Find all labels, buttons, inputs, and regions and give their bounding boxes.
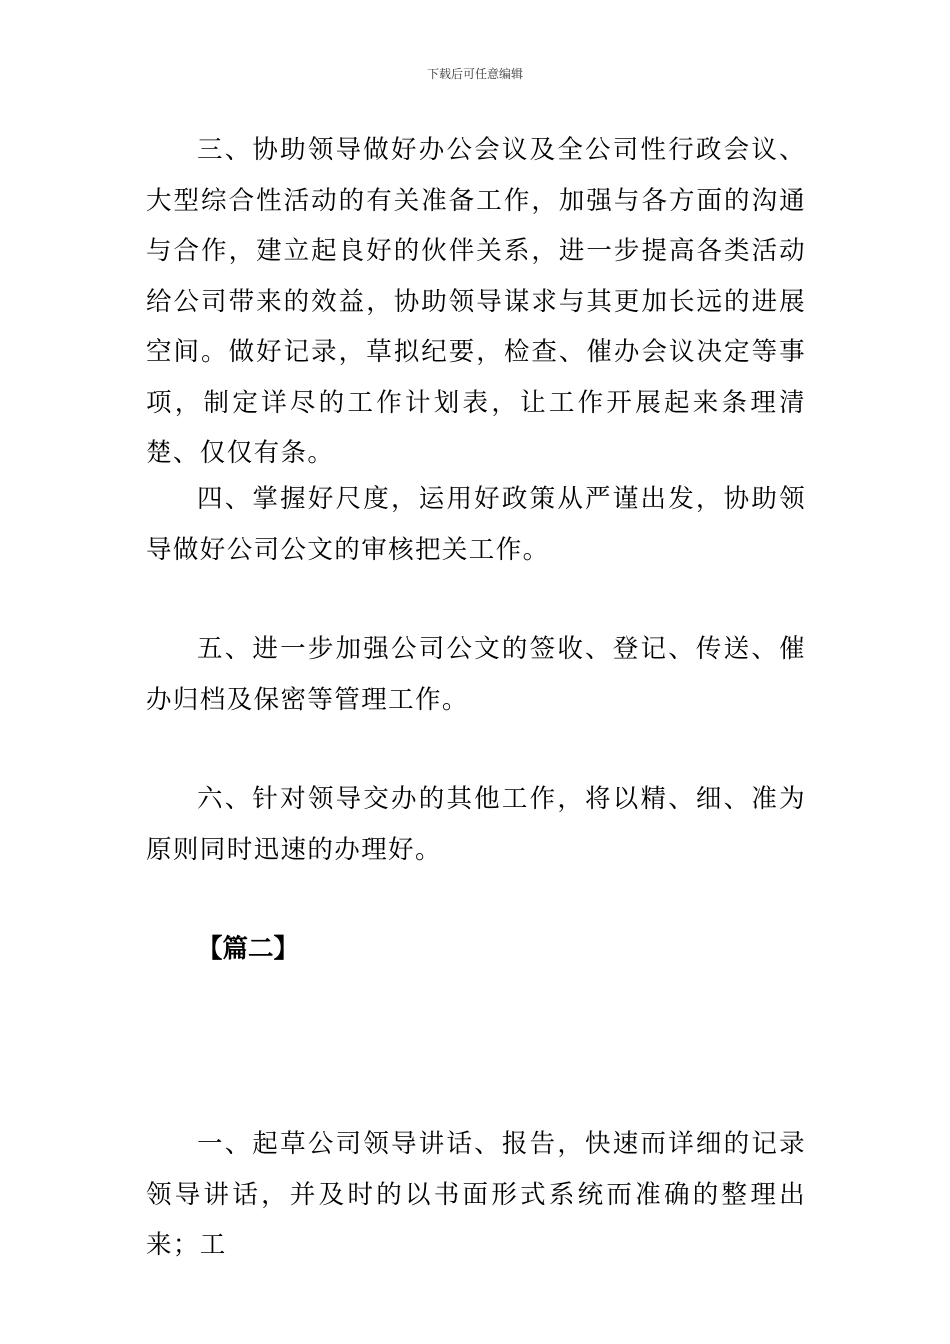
section-heading: 【篇二】	[197, 934, 300, 964]
paragraph-item-4: 四、掌握好尺度，运用好政策从严谨出发，协助领导做好公司公文的审核把关工作。	[146, 484, 806, 565]
paragraph-item-1: 一、起草公司领导讲话、报告，快速而详细的记录领导讲话，并及时的以书面形式系统而准确的整理出来；工	[146, 1129, 806, 1260]
page-header-note: 下载后可任意编辑	[426, 67, 523, 81]
paragraph-item-3: 三、协助领导做好办公会议及全公司性行政会议、大型综合性活动的有关准备工作，加强与各方面的沟通与合作，建立起良好的伙伴关系，进一步提高各类活动给公司带来的效益，协助领导谋求与其更加长远的进展空间。做好记录，草拟纪要，检查、催办会议决定等事项，制定详尽的工作计划表，让工作开展起来条理清楚、仅仅有条。	[146, 135, 806, 468]
paragraph-item-5: 五、进一步加强公司公文的签收、登记、传送、催办归档及保密等管理工作。	[146, 634, 806, 715]
paragraph-item-6: 六、针对领导交办的其他工作，将以精、细、准为原则同时迅速的办理好。	[146, 784, 806, 865]
